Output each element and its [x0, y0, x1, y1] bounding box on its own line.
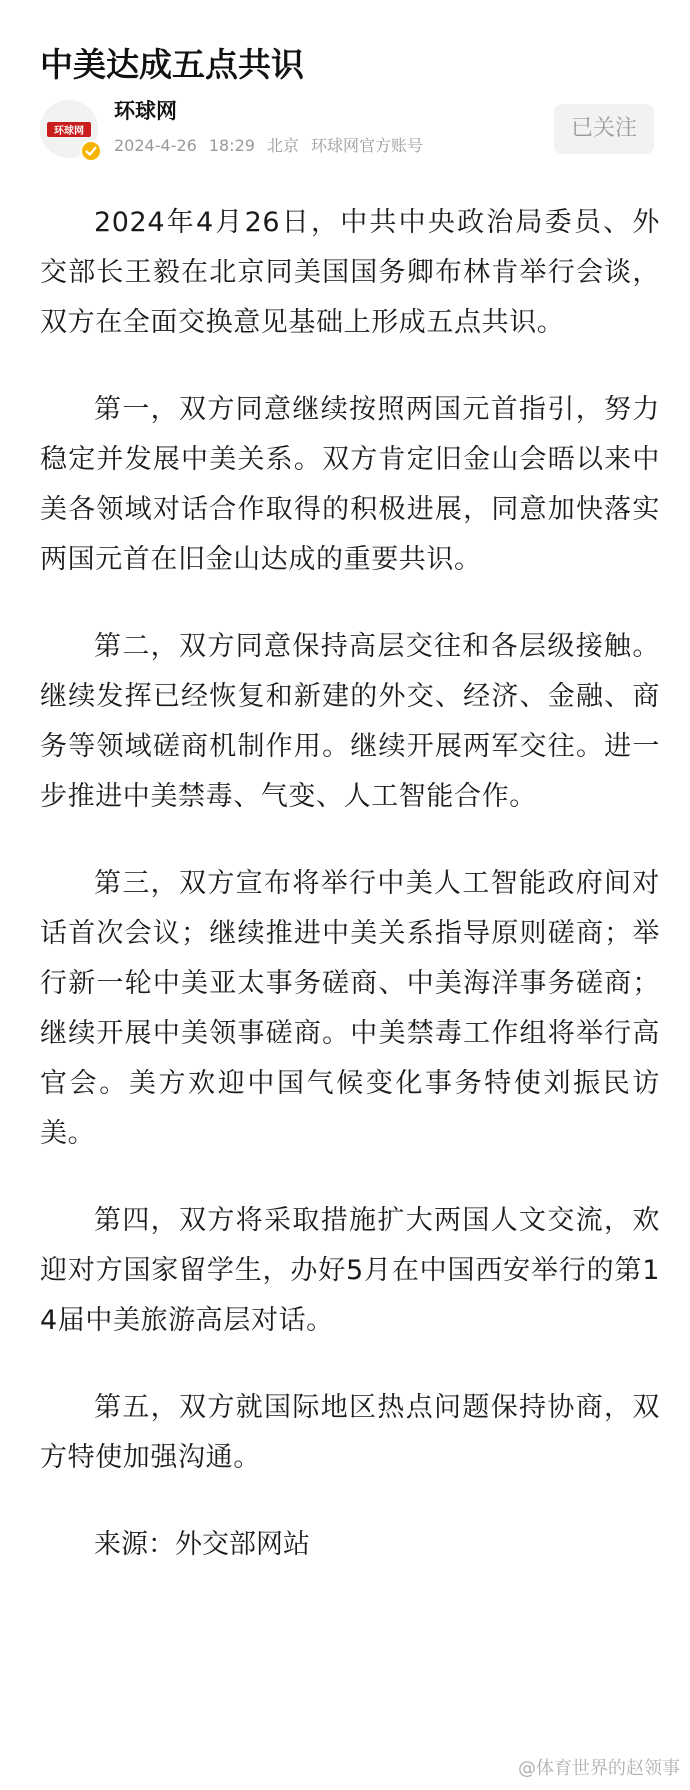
watermark: @体育世界的赵领事	[518, 1758, 680, 1779]
paragraph-point-4: 第四，双方将采取措施扩大两国人文交流，欢迎对方国家留学生，办好5月在中国西安举行的第14届中美旅游高层对话。	[40, 1205, 660, 1336]
author-avatar[interactable]	[40, 100, 98, 158]
follow-button[interactable]: 已关注	[554, 104, 654, 154]
author-row	[40, 96, 654, 168]
verified-badge	[80, 140, 102, 162]
paragraph-intro: 2024年4月26日，中共中央政治局委员、外交部长王毅在北京同美国国务卿布林肯举行会谈，双方在全面交换意见基础上形成五点共识。	[40, 207, 660, 338]
paragraph-point-2: 第二，双方同意保持高层交往和各层级接触。继续发挥已经恢复和新建的外交、经济、金融、商务等领域磋商机制作用。继续开展两军交往。进一步推进中美禁毒、气变、人工智能合作。	[40, 631, 660, 812]
article-body	[40, 198, 660, 1570]
article-title: 中美达成五点共识	[40, 45, 304, 85]
post-location: 北京	[266, 136, 299, 155]
verified-badge-icon	[84, 144, 98, 158]
post-date: 2024-4-26	[114, 136, 197, 155]
paragraph-point-5: 第五，双方就国际地区热点问题保持协商，双方特使加强沟通。	[40, 1392, 660, 1473]
article-source: 来源：外交部网站	[94, 1529, 310, 1560]
paragraph-point-3: 第三，双方宣布将举行中美人工智能政府间对话首次会议；继续推进中美关系指导原则磋商；举行新一轮中美亚太事务磋商、中美海洋事务磋商；继续开展中美领事磋商。中美禁毒工作组将举行高官会。美方欢迎中国气候变化事务特使刘振民访美。	[40, 868, 660, 1149]
post-time: 18:29	[208, 136, 255, 155]
avatar-text: 环球网	[54, 126, 84, 137]
paragraph-point-1: 第一，双方同意继续按照两国元首指引，努力稳定并发展中美关系。双方肯定旧金山会晤以来中美各领域对话合作取得的积极进展，同意加快落实两国元首在旧金山达成的重要共识。	[40, 394, 660, 575]
account-type: 环球网官方账号	[310, 136, 423, 155]
author-name[interactable]: 环球网	[114, 99, 177, 123]
post-meta	[114, 134, 435, 158]
